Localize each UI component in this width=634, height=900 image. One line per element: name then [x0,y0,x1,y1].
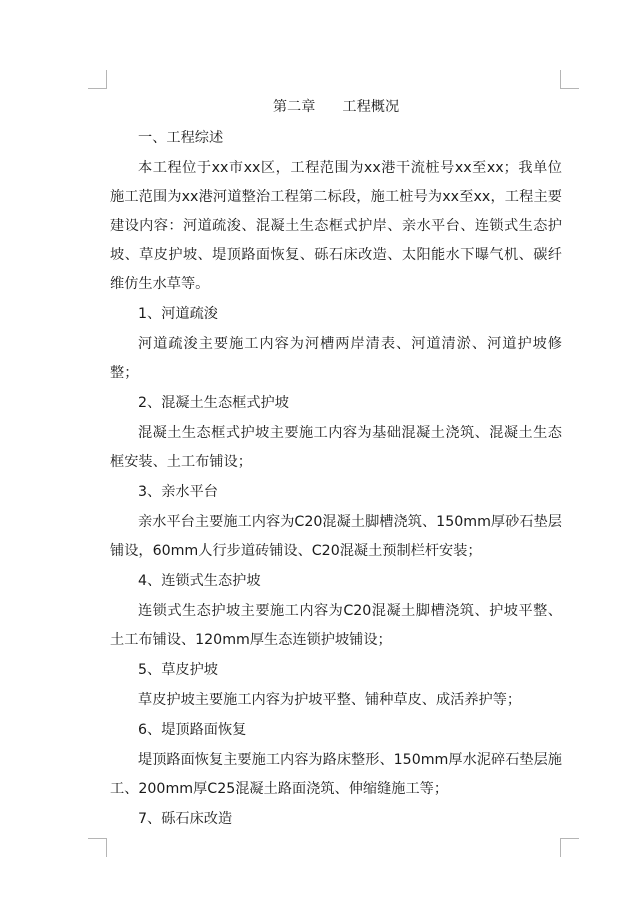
item-body-crest-road: 堤顶路面恢复主要施工内容为路床整形、150mm厚水泥碎石垫层施工、200mm厚C25混凝土路面浇筑、伸缩缝施工等； [110,752,562,797]
item-body-concrete-frame-slope: 混凝土生态框式护坡主要施工内容为基础混凝土浇筑、混凝土生态框安装、土工布铺设； [110,425,562,470]
crop-mark-bottom-right [560,838,579,857]
item-heading-dredging: 1、河道疏浚 [138,306,218,322]
item-body-waterfront-platform: 亲水平台主要施工内容为C20混凝土脚槽浇筑、150mm厚砂石垫层铺设，60mm人行步道砖铺设、C20混凝土预制栏杆安装； [110,514,562,559]
crop-mark-bottom-left [88,838,107,857]
overview-paragraph: 本工程位于xx市xx区，工程范围为xx港干流桩号xx至xx；我单位施工范围为xx港河道整治工程第二标段，施工桩号为xx至xx，工程主要建设内容：河道疏浚、混凝土生态框式护岸、亲水平台、连锁式生态护坡、草皮护坡、堤顶路面恢复、砾石床改造、太阳能水下曝气机、碳纤维仿生水草等。 [110,160,562,292]
crop-mark-top-left [88,70,107,89]
item-body-dredging: 河道疏浚主要施工内容为河槽两岸清表、河道清淤、河道护坡修整； [110,336,562,381]
item-heading-concrete-frame-slope: 2、混凝土生态框式护坡 [138,395,289,411]
item-heading-crest-road: 6、堤顶路面恢复 [138,722,247,738]
item-heading-turf-slope: 5、草皮护坡 [138,662,218,678]
section-heading: 一、工程综述 [138,130,224,146]
document-body [110,92,562,835]
item-heading-gravel-bed: 7、砾石床改造 [138,811,233,827]
item-heading-interlocking-slope: 4、连锁式生态护坡 [138,573,261,589]
item-body-interlocking-slope: 连锁式生态护坡主要施工内容为C20混凝土脚槽浇筑、护坡平整、土工布铺设、120mm厚生态连锁护坡铺设； [110,603,562,648]
item-heading-waterfront-platform: 3、亲水平台 [138,484,218,500]
item-body-turf-slope: 草皮护坡主要施工内容为护坡平整、铺种草皮、成活养护等； [138,692,522,708]
chapter-title: 第二章 工程概况 [272,99,400,115]
crop-mark-top-right [560,70,579,89]
